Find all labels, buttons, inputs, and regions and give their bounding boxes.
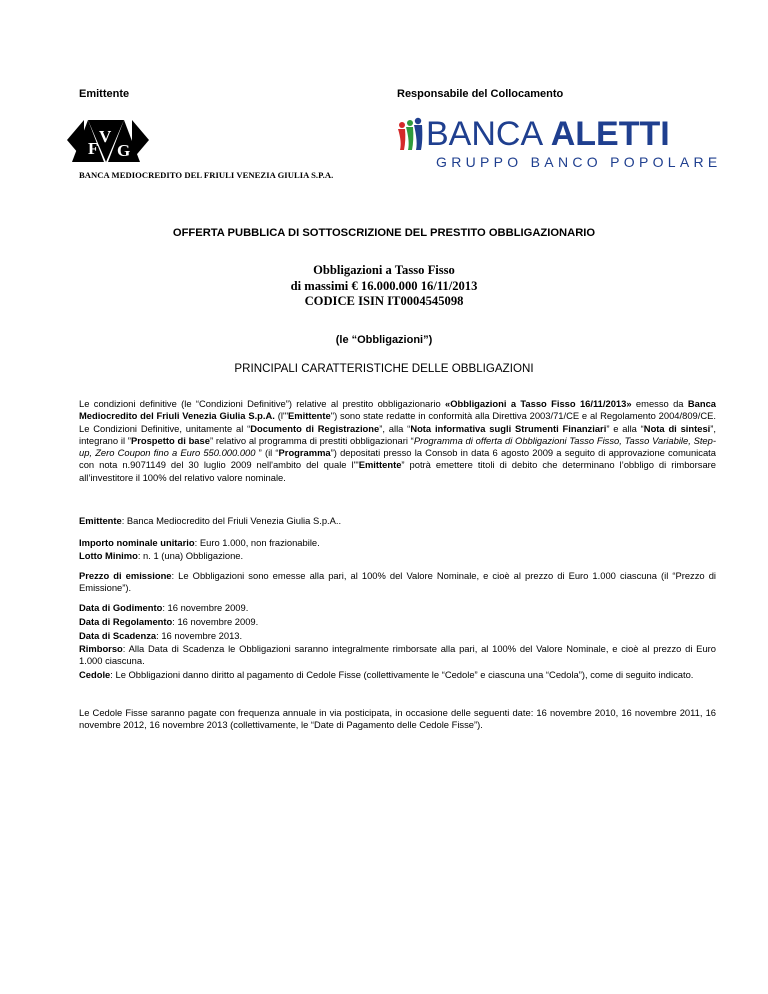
bond-title-line2: di massimi € 16.000.000 16/11/2013 <box>290 279 478 293</box>
field-importo-nominale: Importo nominale unitario: Euro 1.000, non frazionabile. <box>79 537 320 548</box>
fvg-logo <box>66 114 150 166</box>
placement-label: Responsabile del Collocamento <box>397 88 564 100</box>
fvg-letter-f: F <box>88 139 99 158</box>
bond-title-line1: Obbligazioni a Tasso Fisso <box>313 263 455 277</box>
bank-name-word2: ALETTI <box>550 115 670 153</box>
intro-paragraph: Le condizioni definitive (le “Condizioni Definitive”) relative al prestito obbligazionario «Obbligazioni a Tasso Fisso 16/11/2013» emesso da Banca Mediocredito del Friuli Venezia Giulia S.p.A. (l'"Emittente") sono state redatte in conformità alla Direttiva 2003/71/CE e al Regolamento 2004/809/CE. Le Condizioni Definitive, unitamente al “Documento di Registrazione”, alla “Nota informativa sugli Strumenti Finanziari” e alla “Nota di sintesi”, integrano il ”Prospetto di base” relativo al programma di prestiti obbligazionari “Programma di offerta di Obbligazioni Tasso Fisso, Tasso Variabile, Step-up, Zero Coupon fino a Euro 550.000.000 ” (il “Programma”) depositati presso la Consob in data 6 agosto 2009 a seguito di approvazione comunicata con nota n.9071149 del 30 luglio 2009 nell'ambito del quale l'"Emittente” potrà emettere titoli di debito che determinano l’obbligo di rimborsare all’investitore il 100% del relativo valore nominale. <box>79 398 717 483</box>
offer-title: OFFERTA PUBBLICA DI SOTTOSCRIZIONE DEL PRESTITO OBBLIGAZIONARIO <box>172 227 596 239</box>
field-cedole: Cedole: Le Obbligazioni danno diritto al pagamento di Cedole Fisse (collettivamente le “Cedole” e ciascuna una “Cedola”), come di seguito indicato. <box>79 669 694 680</box>
banca-aletti-logo <box>396 114 722 170</box>
section-title: PRINCIPALI CARATTERISTICHE DELLE OBBLIGAZIONI <box>234 362 534 375</box>
fvg-letter-v: V <box>99 127 112 146</box>
field-rimborso: Rimborso: Alla Data di Scadenza le Obbligazioni saranno integralmente rimborsate alla pari, al 100% del Valore Nominale, e cioè al prezzo di Euro 1.000 ciascuna. <box>79 643 716 667</box>
closing-paragraph: Le Cedole Fisse saranno pagate con frequenza annuale in via posticipata, in occasione delle seguenti date: 16 novembre 2010, 16 novembre 2011, 16 novembre 2012, 16 novembre 2013 (collettivamente, le “Date di Pagamento delle Cedole Fisse”). <box>79 707 716 731</box>
field-data-godimento: Data di Godimento: 16 novembre 2009. <box>79 602 249 613</box>
fvg-letter-g: G <box>117 141 131 160</box>
field-lotto-minimo: Lotto Minimo: n. 1 (una) Obbligazione. <box>79 550 244 561</box>
bond-isin: CODICE ISIN IT0004545098 <box>304 294 464 308</box>
bank-name-word1: BANCA <box>426 115 542 153</box>
field-data-regolamento: Data di Regolamento: 16 novembre 2009. <box>79 616 259 627</box>
field-prezzo-emissione: Prezzo di emissione: Le Obbligazioni sono emesse alla pari, al 100% del Valore Nominale, e cioè al prezzo di Euro 1.000 ciascuna (il “Prezzo di Emissione”). <box>79 570 716 594</box>
issuer-label: Emittente <box>79 88 130 100</box>
field-data-scadenza: Data di Scadenza: 16 novembre 2013. <box>79 630 243 641</box>
issuer-name: BANCA MEDIOCREDITO DEL FRIULI VENEZIA GIULIA S.P.A. <box>79 170 334 180</box>
field-emittente: Emittente: Banca Mediocredito del Friuli Venezia Giulia S.p.A.. <box>79 515 342 526</box>
bank-tagline: GRUPPO BANCO POPOLARE <box>436 154 722 170</box>
bond-alias: (le “Obbligazioni”) <box>335 334 433 346</box>
